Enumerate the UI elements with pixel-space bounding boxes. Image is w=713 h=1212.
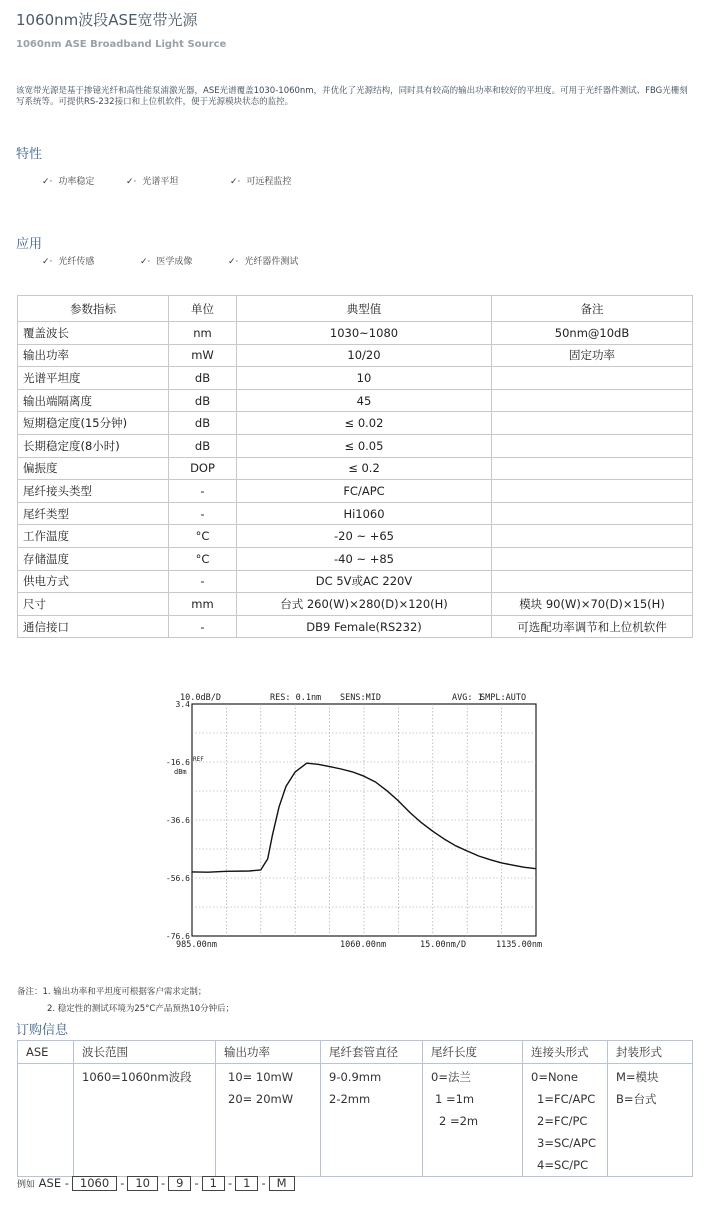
note-line: 2. 稳定性的测试环境为25°C产品预热10分钟后； [47, 1004, 235, 1014]
ordering-table [17, 1040, 693, 1177]
ordering-cell [18, 1064, 74, 1177]
spec-param: 尺寸 [18, 593, 169, 616]
spec-typical: 45 [237, 389, 492, 412]
spec-param: 覆盖波长 [18, 322, 169, 345]
ordering-option: 1 =1m [435, 1092, 475, 1106]
ordering-option: 9-0.9mm [329, 1070, 382, 1084]
feature-item: ✓· 光谱平坦 [126, 177, 179, 187]
spec-typical: DB9 Female(RS232) [237, 615, 492, 638]
spec-typical: 10/20 [237, 344, 492, 367]
ordering-header: 尾纤套管直径 [321, 1041, 423, 1064]
spec-header-typical: 典型值 [237, 296, 492, 322]
page-title: 1060nm波段ASE宽带光源 [16, 11, 198, 29]
ordering-option: 2-2mm [329, 1092, 371, 1106]
ordering-example [17, 1176, 298, 1191]
spec-typical: FC/APC [237, 480, 492, 503]
ordering-option: 0=None [531, 1070, 578, 1084]
example-code-box: 1060 [72, 1176, 117, 1191]
x-tick-label: 1060.00nm [340, 940, 387, 950]
ordering-option: 2=FC/PC [537, 1114, 588, 1128]
feature-item: ✓· 功率稳定 [42, 177, 95, 187]
spec-row [18, 570, 693, 593]
spec-unit: - [169, 570, 237, 593]
spec-row [18, 480, 693, 503]
ordering-header: ASE [18, 1041, 74, 1064]
example-code-box: M [269, 1176, 295, 1191]
example-separator: - [261, 1176, 266, 1190]
spec-header-param: 参数指标 [18, 296, 169, 322]
spec-typical: DC 5V或AC 220V [237, 570, 492, 593]
applications-title: 应用 [16, 237, 43, 252]
spec-header-remark: 备注 [492, 296, 693, 322]
ordering-header: 波长范围 [74, 1041, 216, 1064]
spec-remark [492, 480, 693, 503]
spec-param: 尾纤接头类型 [18, 480, 169, 503]
spec-typical: ≤ 0.02 [237, 412, 492, 435]
ordering-option: 10= 10mW [228, 1070, 294, 1084]
spec-typical: Hi1060 [237, 502, 492, 525]
ordering-header: 输出功率 [216, 1041, 321, 1064]
spec-remark: 固定功率 [492, 344, 693, 367]
spec-unit: °C [169, 525, 237, 548]
spec-param: 供电方式 [18, 570, 169, 593]
spec-row [18, 344, 693, 367]
example-separator: - [161, 1176, 166, 1190]
spec-typical: 10 [237, 367, 492, 390]
chart-header-label: AVG: 1 [452, 693, 483, 703]
spec-row [18, 367, 693, 390]
application-item: ✓· 医学成像 [140, 257, 193, 267]
spec-param: 输出端隔离度 [18, 389, 169, 412]
features-list [16, 174, 416, 188]
check-icon: ✓· [140, 257, 151, 267]
example-code-box: 10 [127, 1176, 158, 1191]
spec-table [17, 295, 693, 638]
spec-row [18, 525, 693, 548]
spec-param: 长期稳定度(8小时) [18, 434, 169, 457]
ordering-cell [321, 1064, 423, 1177]
spec-row [18, 434, 693, 457]
spec-param: 通信接口 [18, 615, 169, 638]
spec-row [18, 389, 693, 412]
ordering-option: 1=FC/APC [537, 1092, 596, 1106]
spec-remark: 模块 90(W)×70(D)×15(H) [492, 593, 693, 616]
feature-item: ✓· 可远程监控 [230, 177, 292, 187]
x-tick-label: 985.00nm [176, 940, 217, 950]
spec-typical: 1030~1080 [237, 322, 492, 345]
check-icon: ✓· [42, 257, 53, 267]
spec-remark: 可选配功率调节和上位机软件 [492, 615, 693, 638]
spec-param: 尾纤类型 [18, 502, 169, 525]
spec-unit: nm [169, 322, 237, 345]
ordering-option: 1060=1060nm波段 [82, 1070, 192, 1084]
spec-remark [492, 502, 693, 525]
spec-param: 输出功率 [18, 344, 169, 367]
spec-row [18, 547, 693, 570]
note-line: 备注：1. 输出功率和平坦度可根据客户需求定制； [17, 987, 207, 997]
spec-remark [492, 457, 693, 480]
check-icon: ✓· [230, 177, 241, 187]
ordering-header: 连接头形式 [523, 1041, 608, 1064]
ordering-cell [608, 1064, 693, 1177]
example-prefix: ASE [38, 1176, 62, 1190]
chart-header-label: SENS:MID [340, 693, 381, 703]
spec-row [18, 412, 693, 435]
spec-remark: 50nm@10dB [492, 322, 693, 345]
spectrum-chart [160, 686, 550, 956]
page-subtitle: 1060nm ASE Broadband Light Source [16, 39, 227, 50]
x-tick-label: 15.00nm/D [420, 940, 467, 950]
spec-table-header [18, 296, 693, 322]
check-icon: ✓· [126, 177, 137, 187]
ordering-option: 0=法兰 [431, 1070, 471, 1084]
example-separator: - [194, 1176, 199, 1190]
check-icon: ✓· [42, 177, 53, 187]
spec-table-body [18, 322, 693, 638]
spec-header-unit: 单位 [169, 296, 237, 322]
spec-remark [492, 412, 693, 435]
spec-param: 短期稳定度(15分钟) [18, 412, 169, 435]
ordering-option: 2 =2m [439, 1114, 479, 1128]
spec-remark [492, 389, 693, 412]
spec-unit: - [169, 502, 237, 525]
y-tick-label: -76.6 [165, 932, 190, 941]
ordering-option: M=模块 [616, 1070, 659, 1084]
example-label: 例如 [17, 1180, 36, 1190]
y-tick-label: -16.6 [165, 758, 190, 767]
ordering-cell [423, 1064, 523, 1177]
y-tick-label: -36.6 [165, 816, 190, 825]
spec-param: 偏振度 [18, 457, 169, 480]
example-separator: - [120, 1176, 125, 1190]
intro-paragraph: 该宽带光源是基于掺镱光纤和高性能泵浦激光器，ASE光谱覆盖1030-1060nm，并优化了光源结构，同时具有较高的输出功率和较好的平坦度。可用于光纤器件测试、FBG光栅刻写系统等。可提供RS-232接口和上位机软件，便于光源模块状态的监控。 [16, 86, 688, 107]
spec-row [18, 615, 693, 638]
x-tick-label: 1135.00nm [496, 940, 543, 950]
spec-unit: mm [169, 593, 237, 616]
spec-unit: dB [169, 389, 237, 412]
spec-unit: mW [169, 344, 237, 367]
spec-unit: dB [169, 367, 237, 390]
spec-unit: dB [169, 434, 237, 457]
spec-unit: °C [169, 547, 237, 570]
spec-remark [492, 367, 693, 390]
ordering-title: 订购信息 [16, 1023, 69, 1038]
spec-remark [492, 570, 693, 593]
spec-unit: DOP [169, 457, 237, 480]
example-code-box: 1 [235, 1176, 258, 1191]
spec-unit: dB [169, 412, 237, 435]
ordering-header: 尾纤长度 [423, 1041, 523, 1064]
y-tick-label: 3.4 [175, 700, 190, 709]
ordering-cell [74, 1064, 216, 1177]
spec-typical: -40 ~ +85 [237, 547, 492, 570]
application-item: ✓· 光纤传感 [42, 257, 95, 267]
unit-label: dBm [174, 768, 187, 776]
ref-label: REF [193, 756, 204, 763]
spec-unit: - [169, 615, 237, 638]
spec-row [18, 322, 693, 345]
example-codes [65, 1176, 298, 1190]
spec-unit: - [169, 480, 237, 503]
spec-typical: ≤ 0.05 [237, 434, 492, 457]
spec-row [18, 502, 693, 525]
spec-param: 光谱平坦度 [18, 367, 169, 390]
example-separator: - [227, 1176, 233, 1190]
ordering-header-row [18, 1041, 693, 1064]
ordering-option: 4=SC/PC [537, 1158, 589, 1172]
check-icon: ✓· [228, 257, 239, 267]
features-title: 特性 [16, 147, 43, 162]
spec-typical: -20 ~ +65 [237, 525, 492, 548]
spec-param: 存储温度 [18, 547, 169, 570]
ordering-option: 3=SC/APC [537, 1136, 596, 1150]
chart-header-label: SMPL:AUTO [480, 693, 527, 703]
chart-header-label: RES: 0.1nm [270, 693, 322, 703]
ordering-option: B=台式 [616, 1092, 657, 1106]
spec-remark [492, 434, 693, 457]
ordering-cell [216, 1064, 321, 1177]
spec-remark [492, 525, 693, 548]
ordering-body-row [18, 1064, 693, 1177]
spec-param: 工作温度 [18, 525, 169, 548]
applications-list [16, 254, 416, 268]
ordering-cell [523, 1064, 608, 1177]
spec-typical: 台式 260(W)×280(D)×120(H) [237, 593, 492, 616]
spec-row [18, 457, 693, 480]
spec-row [18, 593, 693, 616]
spec-remark [492, 547, 693, 570]
example-code-box: 9 [168, 1176, 191, 1191]
spec-typical: ≤ 0.2 [237, 457, 492, 480]
ordering-header: 封装形式 [608, 1041, 693, 1064]
y-tick-label: -56.6 [165, 874, 190, 883]
ordering-option: 20= 20mW [228, 1092, 294, 1106]
application-item: ✓· 光纤器件测试 [228, 257, 299, 267]
example-code-box: 1 [202, 1176, 225, 1191]
chart-header-label: 10.0dB/D [180, 693, 221, 703]
example-separator: - [64, 1176, 69, 1190]
notes [17, 984, 234, 1018]
